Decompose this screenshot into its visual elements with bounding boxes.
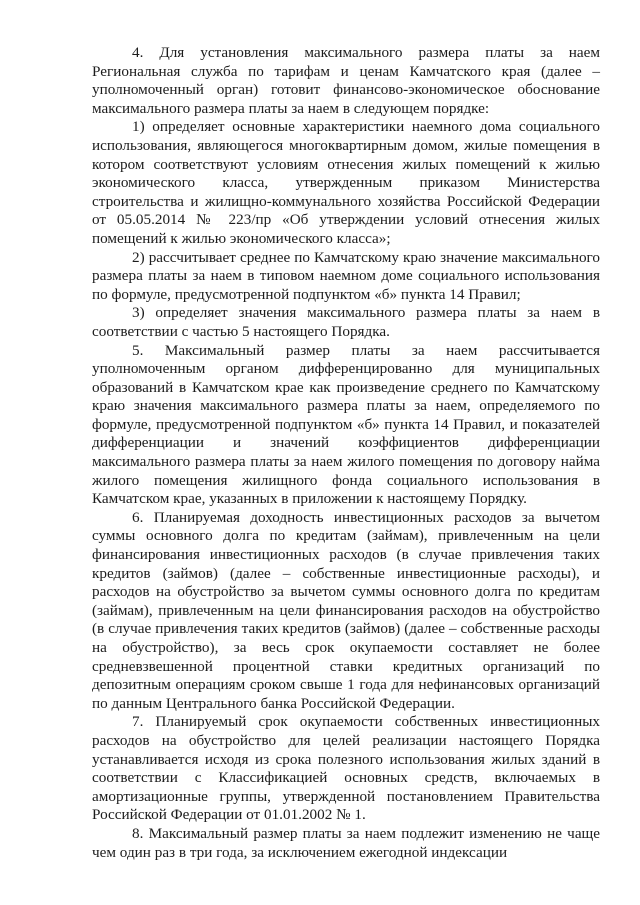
paragraph-6: 6. Планируемая доходность инвестиционных расходов за вычетом суммы основного долга по кредитам (займам), привлеченным на цели финансирования инвестиционных расходов (в случае привлечения таких кредитов (займов) (далее – собственные инвестиционные расходы), и расходов на обустройство за вычетом суммы основного долга по кредитам (займам), привлеченным на цели финансирования расходов на обустройство (в случае привлечения таких кредитов (займов) (далее – собственные расходы на обустройство), за весь срок окупаемости составляет не более средневзвешенной процентной ставки кредитных организаций по депозитным операциям сроком свыше 1 года для нефинансовых организаций по данным Центрального банка Российской Федерации. (92, 508, 600, 712)
paragraph-4: 4. Для установления максимального размера платы за наем Региональная служба по тарифам и ценам Камчатского края (далее – уполномоченный орган) готовит финансово-экономическое обоснование максимального размера платы за наем в следующем порядке: (92, 44, 600, 117)
paragraph-7: 7. Планируемый срок окупаемости собственных инвестиционных расходов на обустройство для целей реализации настоящего Порядка устанавливается исходя из срока полезного использования жилых зданий в соответствии с Классификацией основных средств, включаемых в амортизационные группы, утвержденной постановлением Правительства Российской Федерации от 01.01.2002 № 1. (92, 713, 600, 824)
paragraph-4-item-3: 3) определяет значения максимального размера платы за наем в соответствии с частью 5 настоящего Порядка. (92, 304, 600, 340)
paragraph-5: 5. Максимальный размер платы за наем рассчитывается уполномоченным органом дифференцированно для муниципальных образований в Камчатском крае как произведение среднего по Камчатскому краю значения максимального размера платы за наем, определяемого по формуле, предусмотренной подпунктом «б» пункта 14 Правил, и показателей дифференциации и значений коэффициентов дифференциации максимального размера платы за наем жилого помещения по договору найма жилого помещения жилищного фонда социального использования в Камчатском крае, указанных в приложении к настоящему Порядку. (92, 341, 600, 508)
paragraph-8: 8. Максимальный размер платы за наем подлежит изменению не чаще чем один раз в три года, за исключением ежегодной индексации (92, 824, 600, 861)
paragraph-4-item-1: 1) определяет основные характеристики наемного дома социального использования, являющегося многоквартирным домом, жилые помещения в котором соответствуют условиям отнесения жилых помещений к жилью экономического класса, утвержденным приказом Министерства строительства и жилищно-коммунального хозяйства Российской Федерации от 05.05.2014 № 223/пр «Об утверждении условий отнесения жилых помещений к жилью экономического класса»; (92, 118, 600, 247)
document-page (92, 44, 600, 862)
paragraph-4-item-2: 2) рассчитывает среднее по Камчатскому краю значение максимального размера платы за наем в типовом наемном доме социального использования по формуле, предусмотренной подпунктом «б» пункта 14 Правил; (92, 248, 600, 303)
